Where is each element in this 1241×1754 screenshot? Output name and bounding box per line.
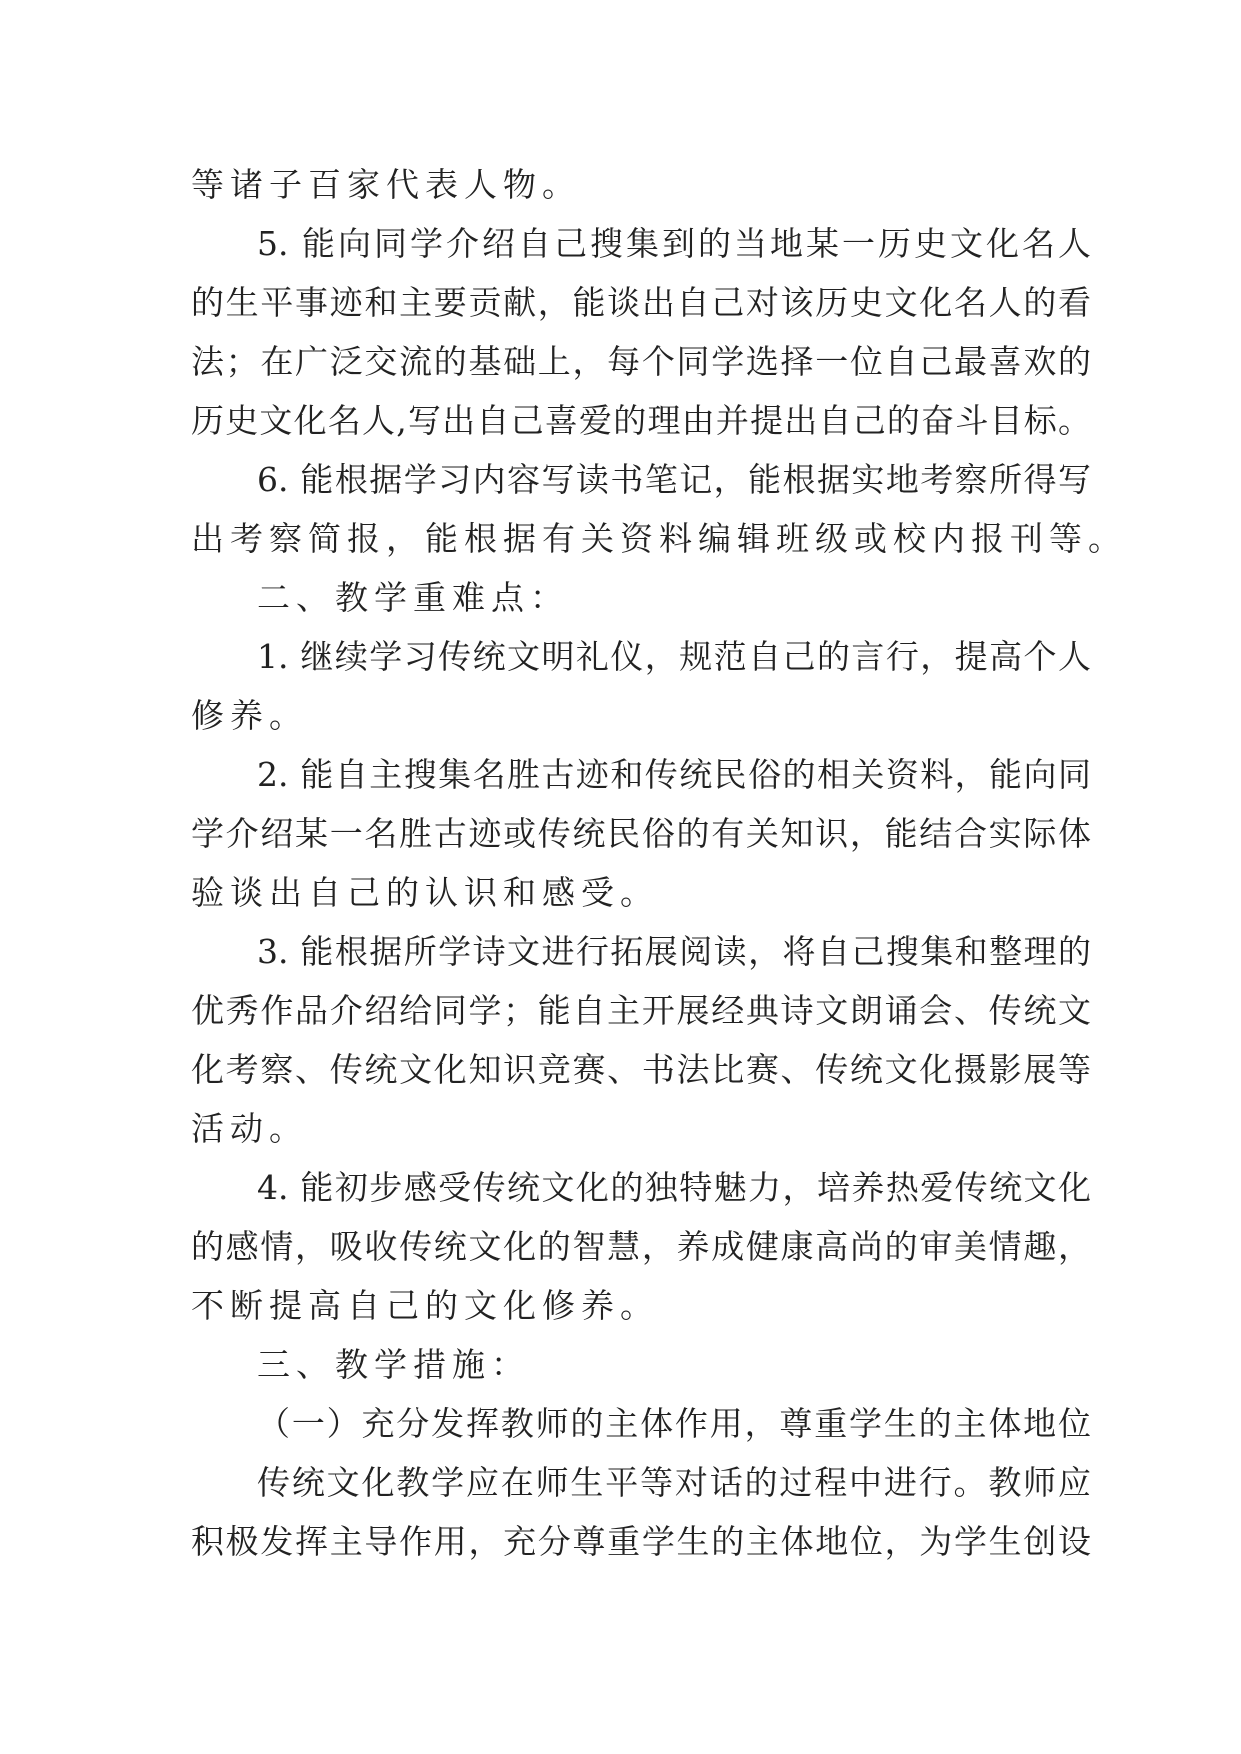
section-heading: 二、教学重难点： <box>257 578 569 617</box>
text-line: 5. 能向同学介绍自己搜集到的当地某一历史文化名人 <box>257 224 1091 263</box>
text-line: 积极发挥主导作用，充分尊重学生的主体地位，为学生创设 <box>191 1522 1091 1561</box>
text-line: 历史文化名人,写出自己喜爱的理由并提出自己的奋斗目标。 <box>191 401 1091 440</box>
text-line: 的感情，吸收传统文化的智慧，养成健康高尚的审美情趣， <box>191 1227 1091 1266</box>
document-body <box>191 155 1127 1571</box>
text-line: 传统文化教学应在师生平等对话的过程中进行。教师应 <box>257 1463 1091 1502</box>
text-line: 3. 能根据所学诗文进行拓展阅读，将自己搜集和整理的 <box>257 932 1091 971</box>
subsection-heading: （一）充分发挥教师的主体作用，尊重学生的主体地位 <box>257 1404 1091 1443</box>
text-line: 化考察、传统文化知识竞赛、书法比赛、传统文化摄影展等 <box>191 1050 1091 1089</box>
text-line: 6. 能根据学习内容写读书笔记，能根据实地考察所得写 <box>257 460 1091 499</box>
text-line: 不断提高自己的文化修养。 <box>191 1286 659 1325</box>
text-line: 2. 能自主搜集名胜古迹和传统民俗的相关资料，能向同 <box>257 755 1091 794</box>
text-line: 1. 继续学习传统文明礼仪，规范自己的言行，提高个人 <box>257 637 1091 676</box>
text-line: 修养。 <box>191 696 308 735</box>
section-heading: 三、教学措施： <box>257 1345 530 1384</box>
text-line: 4. 能初步感受传统文化的独特魅力，培养热爱传统文化 <box>257 1168 1091 1207</box>
text-line: 学介绍某一名胜古迹或传统民俗的有关知识，能结合实际体 <box>191 814 1091 853</box>
text-line: 等诸子百家代表人物。 <box>191 165 581 204</box>
text-line: 法；在广泛交流的基础上，每个同学选择一位自己最喜欢的 <box>191 342 1091 381</box>
text-line: 优秀作品介绍给同学；能自主开展经典诗文朗诵会、传统文 <box>191 991 1091 1030</box>
text-line: 出考察简报，能根据有关资料编辑班级或校内报刊等。 <box>191 519 1127 558</box>
text-line: 活动。 <box>191 1109 308 1148</box>
text-line: 验谈出自己的认识和感受。 <box>191 873 659 912</box>
text-line: 的生平事迹和主要贡献，能谈出自己对该历史文化名人的看 <box>191 283 1091 322</box>
